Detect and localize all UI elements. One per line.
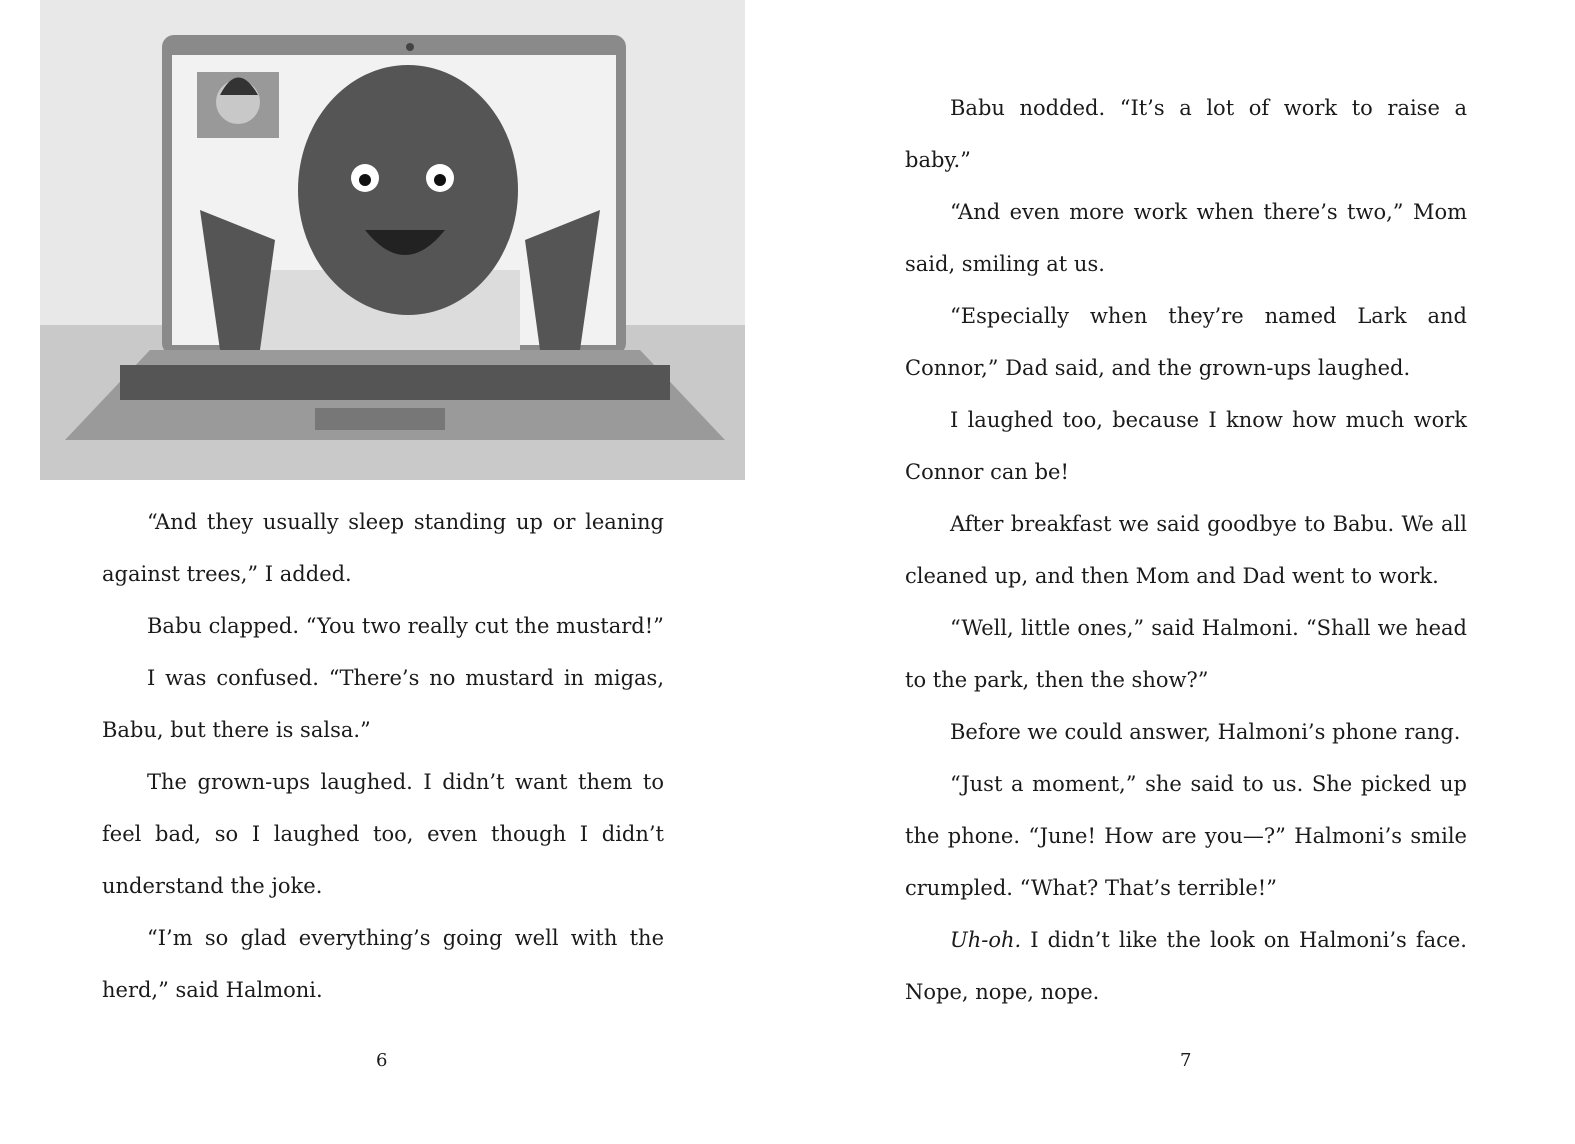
- laptop-video-call-illustration: [40, 0, 745, 480]
- paragraph: “And even more work when there’s two,” Mom said, smiling at us.: [905, 200, 1467, 276]
- grandfather-face: [298, 65, 518, 315]
- paragraph: “I’m so glad everything’s going well with the herd,” said Halmoni.: [102, 926, 664, 1002]
- trackpad: [315, 408, 445, 430]
- page-number-right: 7: [1180, 1050, 1192, 1071]
- paragraph: After breakfast we said goodbye to Babu. We all cleaned up, and then Mom and Dad went to work.: [905, 512, 1467, 588]
- paragraph: The grown-ups laughed. I didn’t want them to feel bad, so I laughed too, even though I didn’t understand the joke.: [102, 770, 664, 898]
- paragraph: “And they usually sleep standing up or leaning against trees,” I added.: [102, 510, 664, 586]
- paragraph: “Just a moment,” she said to us. She picked up the phone. “June! How are you—?” Halmoni’s smile crumpled. “What? That’s terrible!”: [905, 772, 1467, 900]
- keyboard: [120, 365, 670, 400]
- italic-interjection: Uh-oh.: [950, 928, 1022, 952]
- paragraph: I was confused. “There’s no mustard in migas, Babu, but there is salsa.”: [102, 666, 664, 742]
- paragraph: Babu clapped. “You two really cut the mustard!”: [147, 614, 664, 638]
- page-number-left: 6: [376, 1050, 388, 1071]
- right-page-text: [905, 82, 1467, 1018]
- webcam-icon: [406, 43, 414, 51]
- paragraph-last: [905, 914, 1467, 1018]
- paragraph: Babu nodded. “It’s a lot of work to raise a baby.”: [905, 96, 1467, 172]
- illustration-svg: [40, 0, 745, 480]
- paragraph-rest: I didn’t like the look on Halmoni’s face. Nope, nope, nope.: [905, 928, 1467, 1004]
- paragraph: “Well, little ones,” said Halmoni. “Shall we head to the park, then the show?”: [905, 616, 1467, 692]
- left-page-text: [102, 496, 664, 1016]
- paragraph: Before we could answer, Halmoni’s phone rang.: [950, 720, 1461, 744]
- paragraph: “Especially when they’re named Lark and Connor,” Dad said, and the grown-ups laughed.: [905, 304, 1467, 380]
- paragraph: I laughed too, because I know how much work Connor can be!: [905, 408, 1467, 484]
